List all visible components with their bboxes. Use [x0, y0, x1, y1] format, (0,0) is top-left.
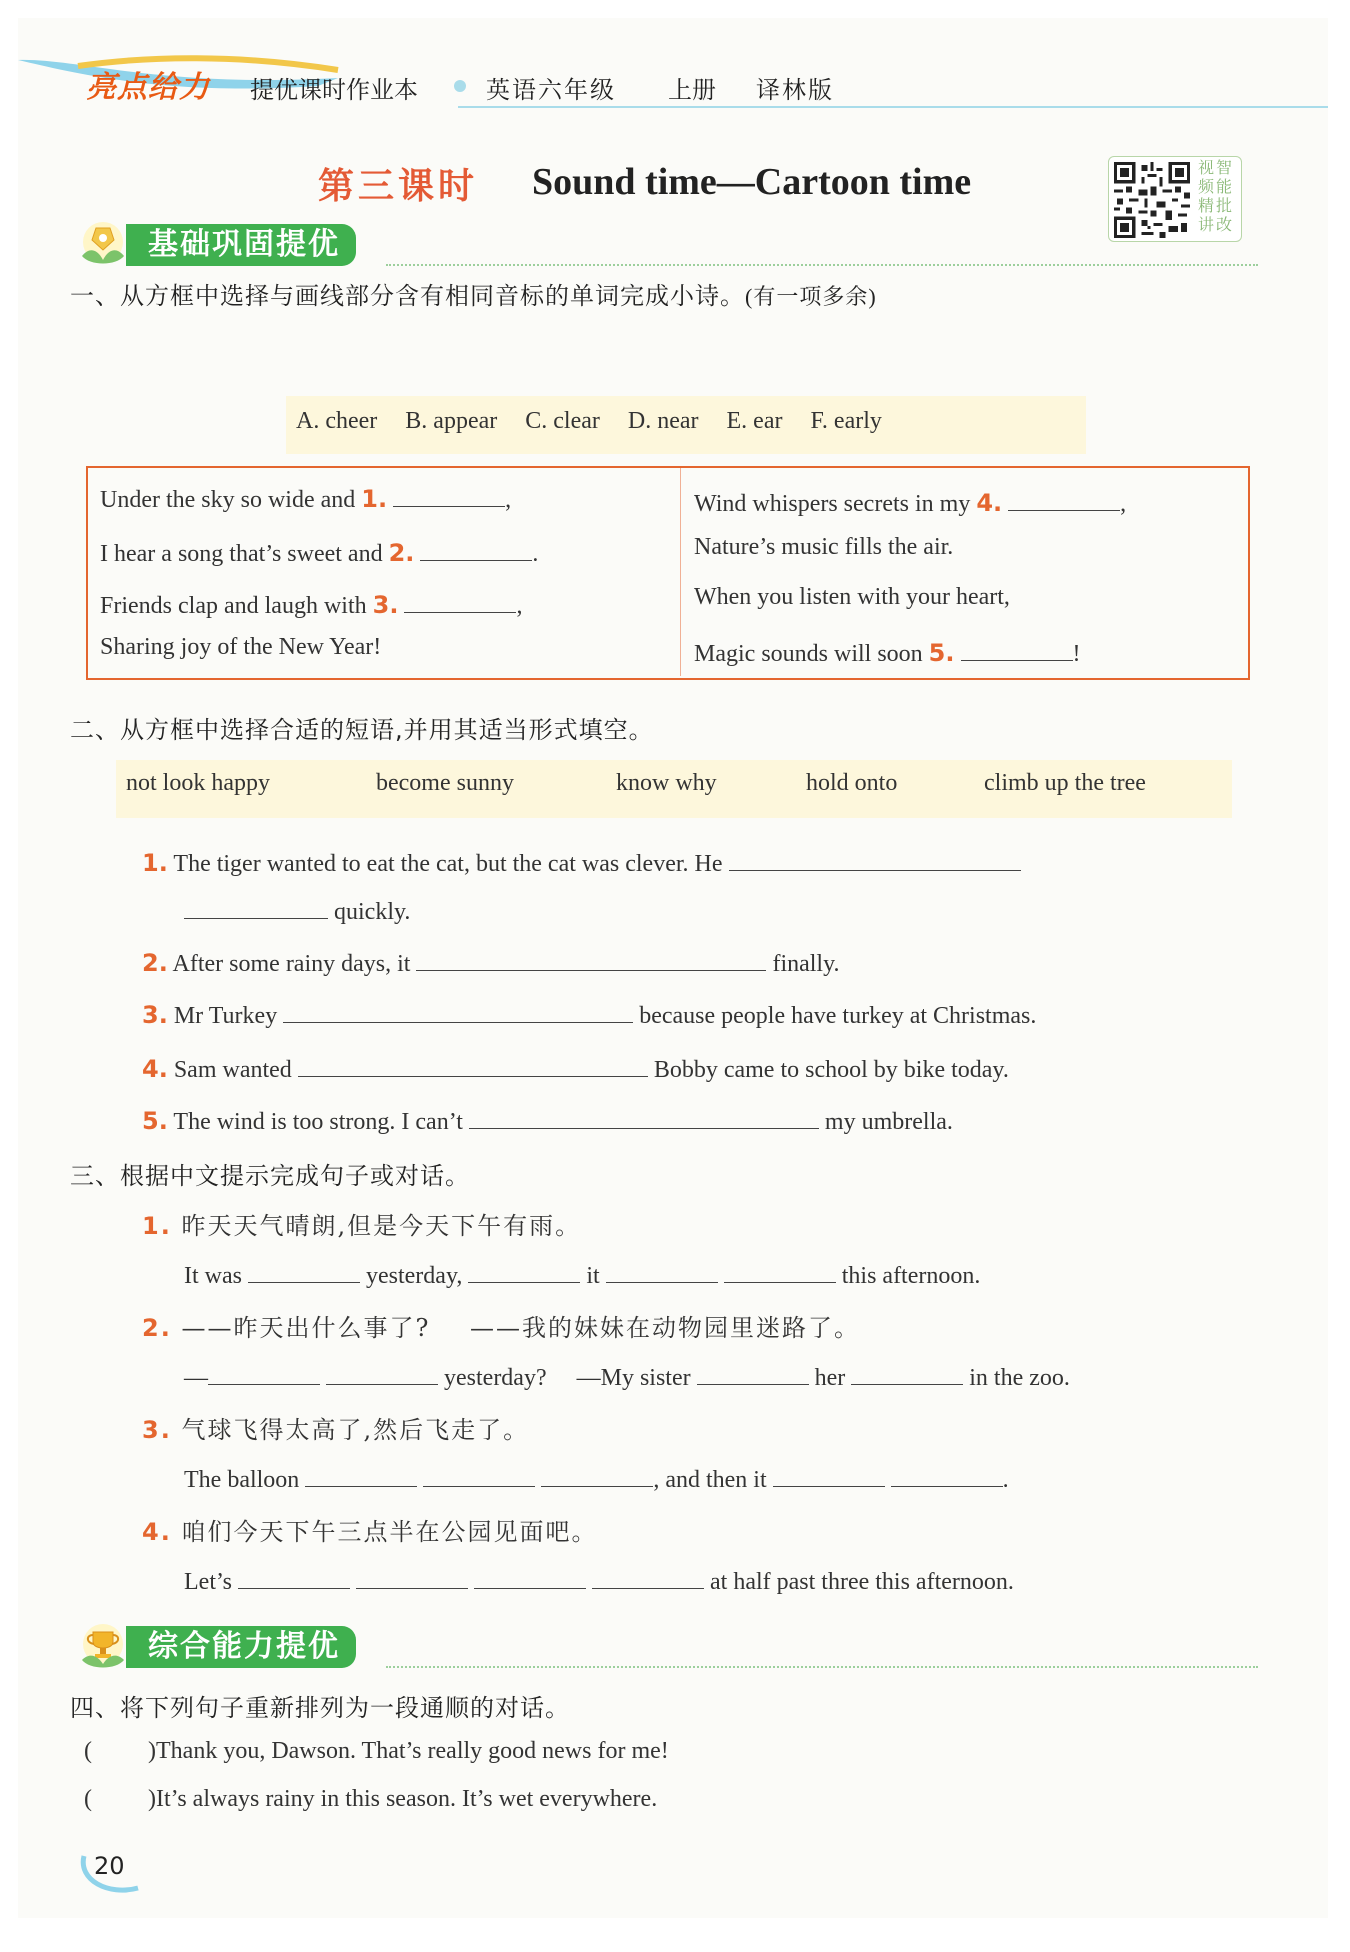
header-volume: 上册	[668, 76, 716, 104]
header-rule	[458, 106, 1328, 108]
trophy-icon	[76, 1622, 130, 1672]
q3-item-2-prompt	[142, 1308, 860, 1343]
answer-blank[interactable]	[697, 1358, 809, 1385]
item-number: 5.	[142, 1107, 168, 1135]
phrase-option: climb up the tree	[984, 770, 1146, 796]
phrase-option: know why	[616, 770, 717, 796]
answer-blank-5[interactable]	[961, 634, 1073, 661]
answer-blank[interactable]	[773, 1460, 885, 1487]
answer-blank[interactable]	[298, 1050, 648, 1077]
item-text: The tiger wanted to eat the cat, but the cat was clever. He	[173, 851, 723, 877]
option-f: F. early	[810, 408, 882, 434]
poem-punct: ,	[516, 593, 523, 619]
section-dotted-rule	[386, 1666, 1258, 1668]
poem-line	[694, 634, 1081, 668]
q4-item	[84, 1786, 657, 1813]
item-text: —	[184, 1365, 208, 1391]
item-text: The balloon	[184, 1467, 300, 1493]
q2-item-3	[142, 996, 1036, 1030]
answer-blank-2[interactable]	[420, 534, 532, 561]
answer-blank[interactable]	[469, 1102, 819, 1129]
poem-text: I hear a song that’s sweet and	[100, 541, 389, 567]
item-text: Let’s	[184, 1569, 232, 1595]
q2-item-5	[142, 1102, 953, 1136]
chinese-prompt: ——昨天出什么事了?	[181, 1314, 431, 1342]
paren-open: (	[84, 1738, 92, 1764]
poem-text: Sharing joy of the New Year!	[100, 634, 382, 660]
q4-heading: 四、将下列句子重新排列为一段通顺的对话。	[70, 1694, 570, 1722]
item-number: 4.	[142, 1055, 168, 1083]
q3-item-2-answer	[184, 1358, 1070, 1392]
item-text: finally.	[772, 951, 840, 977]
item-number: 1.	[142, 1212, 172, 1240]
q3-item-3-prompt	[142, 1410, 529, 1445]
header-grade: 英语六年级	[486, 76, 616, 104]
item-text: It was	[184, 1263, 242, 1289]
chinese-prompt: 气球飞得太高了,然后飞走了。	[181, 1416, 530, 1444]
option-c: C. clear	[525, 408, 600, 434]
chinese-prompt: ——我的妹妹在动物园里迷路了。	[469, 1314, 860, 1342]
section-banner-basic	[76, 224, 1256, 266]
poem-divider	[680, 468, 681, 676]
phrase-option: not look happy	[126, 770, 270, 796]
q3-item-4-prompt	[142, 1512, 597, 1547]
q2-item-2	[142, 944, 840, 978]
header-subtitle: 提优课时作业本	[250, 76, 418, 104]
item-text: yesterday?	[444, 1365, 547, 1391]
phrase-option: become sunny	[376, 770, 514, 796]
item-number: 4.	[142, 1518, 172, 1546]
q2-heading: 二、从方框中选择合适的短语,并用其适当形式填空。	[70, 716, 654, 744]
item-text: The wind is too strong. I can’t	[173, 1109, 463, 1135]
item-text: , and then it	[653, 1467, 767, 1493]
answer-blank[interactable]	[283, 996, 633, 1023]
item-text: Bobby came to school by bike today.	[653, 1057, 1009, 1083]
item-number: 3.	[142, 1416, 172, 1444]
blank-number: 1.	[361, 485, 388, 513]
poem-text: Magic sounds will soon	[694, 641, 929, 667]
answer-blank[interactable]	[416, 944, 766, 971]
section-title-basic: 基础巩固提优	[126, 224, 356, 266]
poem-line	[100, 480, 511, 514]
poem-line	[100, 586, 522, 620]
poem-line	[100, 634, 381, 661]
page-number: 20	[94, 1852, 125, 1880]
dialogue-line: Thank you, Dawson. That’s really good news for me!	[156, 1738, 669, 1764]
answer-blank[interactable]	[356, 1562, 468, 1589]
option-a: A. cheer	[296, 408, 378, 434]
poem-line	[100, 534, 538, 568]
chinese-prompt: 咱们今天下午三点半在公园见面吧。	[181, 1518, 598, 1546]
qr-label: 视智频能精批讲改	[1197, 158, 1234, 234]
section-dotted-rule	[386, 264, 1258, 266]
q1-instruction: 一、从方框中选择与画线部分含有相同音标的单词完成小诗。	[70, 282, 745, 310]
answer-blank-4[interactable]	[1008, 484, 1120, 511]
poem-line	[694, 584, 1010, 611]
answer-blank[interactable]	[541, 1460, 653, 1487]
answer-blank[interactable]	[326, 1358, 438, 1385]
answer-blank[interactable]	[208, 1358, 320, 1385]
q3-heading: 三、根据中文提示完成句子或对话。	[70, 1162, 470, 1190]
poem-text: Under the sky so wide and	[100, 487, 362, 513]
q3-item-3-answer	[184, 1460, 1009, 1494]
workbook-page	[18, 18, 1328, 1918]
answer-blank-1[interactable]	[393, 480, 505, 507]
answer-blank-3[interactable]	[404, 586, 516, 613]
lesson-title: Sound time—Cartoon time	[532, 161, 972, 203]
blank-number: 5.	[928, 639, 955, 667]
answer-blank[interactable]	[851, 1358, 963, 1385]
q3-item-4-answer	[184, 1562, 1014, 1596]
item-number: 2.	[142, 1314, 172, 1342]
q2-item-1	[142, 844, 1021, 878]
q1-heading	[70, 276, 877, 311]
item-text: because people have turkey at Christmas.	[639, 1003, 1037, 1029]
item-text: After some rainy days, it	[172, 951, 411, 977]
item-number: 3.	[142, 1001, 168, 1029]
poem-line	[694, 534, 953, 561]
poem-line	[694, 484, 1126, 518]
brand-logo: 亮点给力	[86, 70, 210, 105]
word-options	[296, 408, 882, 435]
answer-blank[interactable]	[729, 844, 1021, 871]
item-number: 1.	[142, 849, 168, 877]
item-text: —My sister	[576, 1365, 691, 1391]
item-number: 2.	[142, 949, 168, 977]
answer-blank[interactable]	[592, 1562, 704, 1589]
phrase-option: hold onto	[806, 770, 898, 796]
q4-item	[84, 1738, 669, 1765]
item-text: my umbrella.	[824, 1109, 953, 1135]
blank-number: 4.	[976, 489, 1003, 517]
answer-blank[interactable]	[606, 1256, 718, 1283]
item-text: it	[586, 1263, 600, 1289]
section-banner-comprehensive	[76, 1626, 1256, 1668]
poem-text: Nature’s music fills the air.	[694, 534, 954, 560]
item-text: her	[814, 1365, 846, 1391]
q2-item-4	[142, 1050, 1009, 1084]
q2-item-1-cont	[184, 892, 410, 926]
poem-punct: !	[1072, 641, 1081, 667]
poem-text: Wind whispers secrets in my	[694, 491, 977, 517]
item-text: this afternoon.	[841, 1263, 981, 1289]
answer-blank[interactable]	[891, 1460, 1003, 1487]
blank-number: 3.	[372, 591, 399, 619]
answer-blank[interactable]	[724, 1256, 836, 1283]
item-text: in the zoo.	[969, 1365, 1070, 1391]
poem-text: Friends clap and laugh with	[100, 593, 373, 619]
chinese-prompt: 昨天天气晴朗,但是今天下午有雨。	[181, 1212, 582, 1240]
lightbulb-icon	[76, 220, 130, 270]
paren-close: )	[148, 1738, 156, 1764]
answer-blank[interactable]	[305, 1460, 417, 1487]
option-b: B. appear	[405, 408, 498, 434]
answer-blank[interactable]	[248, 1256, 360, 1283]
item-text: Sam wanted	[173, 1057, 292, 1083]
item-text: Mr Turkey	[173, 1003, 278, 1029]
paren-open: (	[84, 1786, 92, 1812]
poem-punct: ,	[505, 487, 512, 513]
q1-note: (有一项多余)	[745, 284, 877, 309]
item-text: at half past three this afternoon.	[710, 1569, 1014, 1595]
q3-item-1-answer	[184, 1256, 980, 1290]
blank-number: 2.	[388, 539, 415, 567]
dialogue-line: It’s always rainy in this season. It’s wet everywhere.	[156, 1786, 658, 1812]
q3-item-1-prompt	[142, 1206, 581, 1241]
section-title-comprehensive: 综合能力提优	[126, 1626, 356, 1668]
poem-punct: ,	[1120, 491, 1127, 517]
paren-close: )	[148, 1786, 156, 1812]
option-d: D. near	[627, 408, 699, 434]
answer-blank[interactable]	[468, 1256, 580, 1283]
lesson-number: 第三课时	[318, 165, 479, 207]
item-text: yesterday,	[365, 1263, 463, 1289]
answer-blank[interactable]	[474, 1562, 586, 1589]
poem-text: When you listen with your heart,	[694, 584, 1010, 610]
header-edition: 译林版	[756, 76, 834, 104]
option-e: E. ear	[726, 408, 783, 434]
answer-blank[interactable]	[238, 1562, 350, 1589]
answer-blank[interactable]	[184, 892, 328, 919]
item-text: .	[1002, 1467, 1009, 1493]
header-dot	[454, 80, 466, 92]
answer-blank[interactable]	[423, 1460, 535, 1487]
item-text: quickly.	[334, 899, 411, 925]
poem-punct: .	[532, 541, 539, 567]
